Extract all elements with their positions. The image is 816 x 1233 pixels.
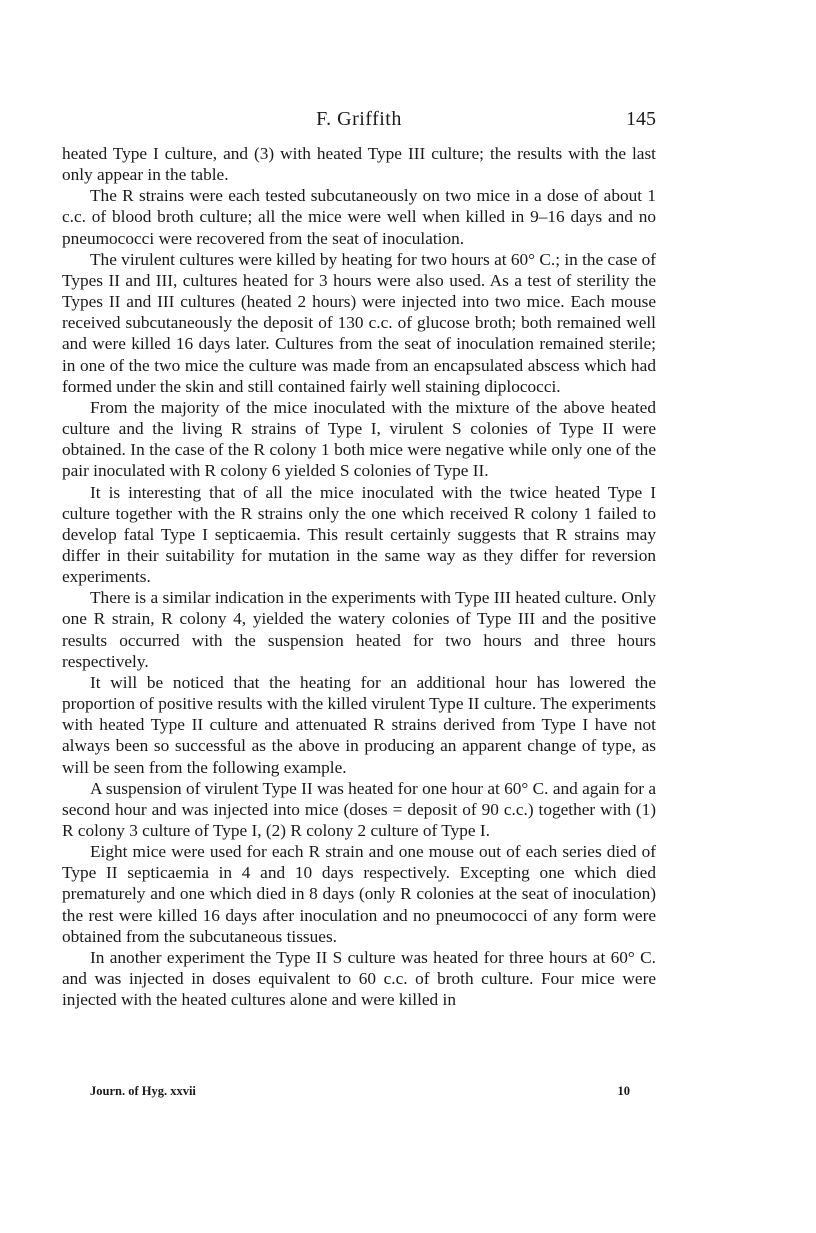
paragraph: A suspension of virulent Type II was heated for one hour at 60° C. and again for a second hour and was injected into mice (doses = deposit of 90 c.c.) together with (1) R colony 3 culture of Type I, (2) R colony 2 culture of Type I. bbox=[62, 778, 656, 840]
paragraph: The virulent cultures were killed by heating for two hours at 60° C.; in the case of Types II and III, cultures heated for 3 hours were also used. As a test of sterility the Types II and III cultures (heated 2 hours) were injected into two mice. Each mouse received subcutaneously the deposit of 130 c.c. of glucose broth; both remained well and were killed 16 days later. Cultures from the seat of inoculation remained sterile; in one of the two mice the culture was made from an encapsulated abscess which had formed under the skin and still contained fairly well staining diplococci. bbox=[62, 249, 656, 396]
paragraph: heated Type I culture, and (3) with heated Type III culture; the results with the last only appear in the table. bbox=[62, 144, 656, 185]
page-number: 145 bbox=[626, 108, 656, 130]
paragraph: It is interesting that of all the mice inoculated with the twice heated Type I culture together with the R strains only the one which received R colony 1 failed to develop fatal Type I septicaemia. This result certainly suggests that R strains may differ in their suitability for mutation in the same way as they differ for reversion experiments. bbox=[62, 482, 656, 587]
paragraph: There is a similar indication in the experiments with Type III heated culture. Only one R strain, R colony 4, yielded the watery colonies of Type III and the positive results occurred with the suspension heated for two hours and three hours respectively. bbox=[62, 588, 656, 671]
footer-journal: Journ. of Hyg. xxvii bbox=[90, 1084, 196, 1098]
page-header bbox=[62, 108, 656, 138]
paragraph: From the majority of the mice inoculated with the mixture of the above heated culture and the living R strains of Type I, virulent S colonies of Type II were obtained. In the case of the R colony 1 both mice were negative while only one of the pair inoculated with R colony 6 yielded S colonies of Type II. bbox=[62, 397, 656, 481]
page-footer bbox=[90, 1084, 630, 1104]
paragraph: It will be noticed that the heating for an additional hour has lowered the proportion of positive results with the killed virulent Type II culture. The experiments with heated Type II culture and attenuated R strains derived from Type I have not always been so successful as the above in producing an apparent change of type, as will be seen from the following example. bbox=[62, 672, 656, 777]
footer-signature: 10 bbox=[617, 1084, 630, 1098]
body-text bbox=[62, 143, 656, 1010]
paragraph: The R strains were each tested subcutaneously on two mice in a dose of about 1 c.c. of blood broth culture; all the mice were well when killed in 9–16 days and no pneumococci were recovered from the seat of inoculation. bbox=[62, 186, 656, 248]
running-title: F. Griffith bbox=[316, 108, 402, 130]
paragraph: Eight mice were used for each R strain and one mouse out of each series died of Type II septicaemia in 4 and 10 days respectively. Excepting one which died prematurely and one which died in 8 days (only R colonies at the seat of inoculation) the rest were killed 16 days after inoculation and no pneumococci of any form were obtained from the subcutaneous tissues. bbox=[62, 842, 656, 946]
paragraph: In another experiment the Type II S culture was heated for three hours at 60° C. and was injected in doses equivalent to 60 c.c. of broth culture. Four mice were injected with the heated cultures alone and were killed in bbox=[62, 947, 656, 1010]
